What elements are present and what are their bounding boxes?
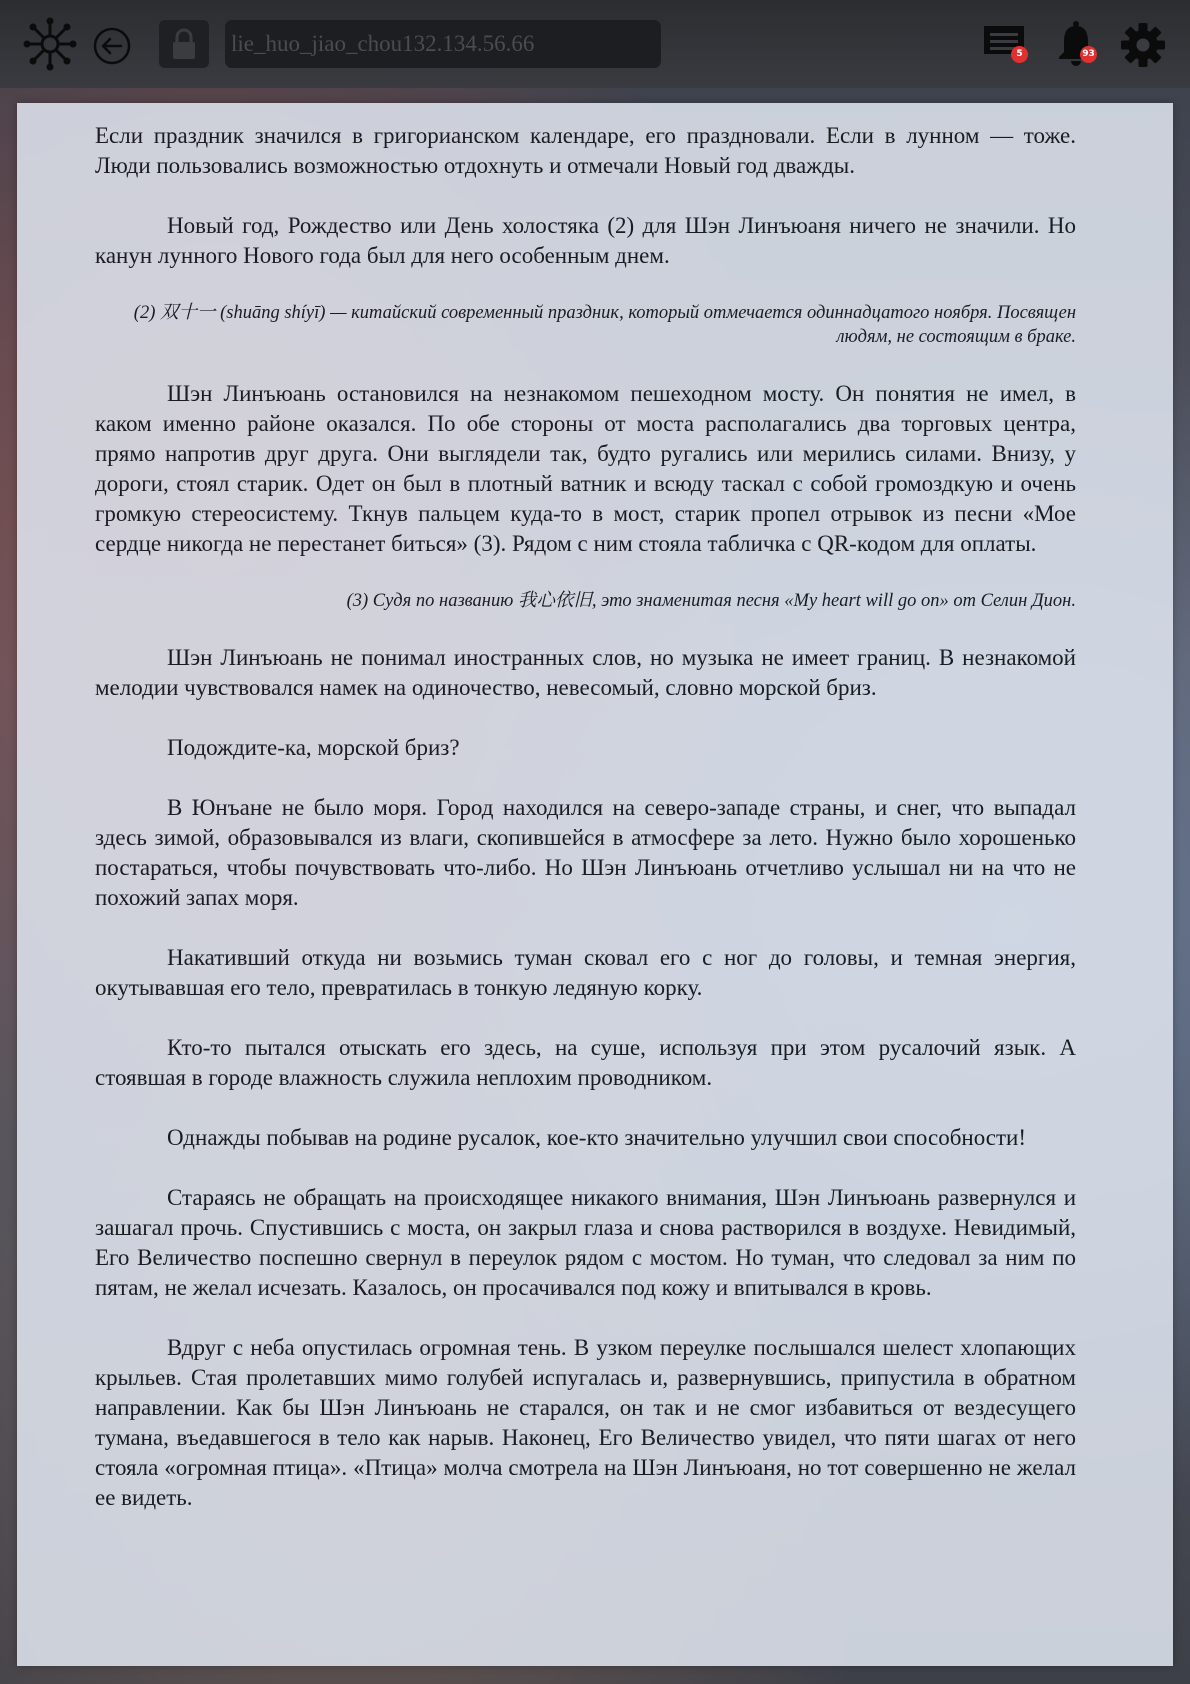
paragraph: В Юнъане не было моря. Город находился на северо-западе страны, и снег, что выпадал здесь зимой, образовывался из влаги, скопившейся в атмосфере за лето. Нужно было хорошенько постараться, чтобы почувствовать что-либо. Но Шэн Линъюань отчетливо услышал ни на что не похожий запах моря. <box>95 795 1076 910</box>
paragraph: Накативший откуда ни возьмись туман сковал его с ног до головы, и темная энергия, окутывавшая его тело, превратилась в тонкую ледяную корку. <box>95 945 1076 1000</box>
lock-icon[interactable] <box>159 20 209 68</box>
paragraph: Кто-то пытался отыскать его здесь, на суше, используя при этом русалочий язык. А стоявшая в городе влажность служила неплохим проводником. <box>95 1035 1076 1090</box>
paragraph: Подождите-ка, морской бриз? <box>167 735 460 760</box>
paragraph: Вдруг с неба опустилась огромная тень. В узком переулке послышался шелест хлопающих крыльев. Стая пролетавших мимо голубей испугалась и, развернувшись, припустила в обратном направлении. Как бы Шэн Линъюань не старался, он так и не смог избавиться от вездесущего тумана, въедавшегося в тело как нарыв. Наконец, Его Величество увидел, что пяти шагах от него стояла «огромная птица». «Птица» молча смотрела на Шэн Линъюаня, но тот совершенно не желал ее видеть. <box>95 1335 1076 1510</box>
footnote: (3) Судя по названию 我心依旧, это знаменитая песня «My heart will go on» от Селин Дион. <box>346 591 1076 611</box>
paragraph: Шэн Линъюань остановился на незнакомом пешеходном мосту. Он понятия не имел, в каком именно районе оказался. По обе стороны от моста располагались два торговых центра, прямо напротив друг друга. Они выглядели так, будто ругались или мерились силами. Внизу, у дороги, стоял старик. Одет он был в плотный ватник и всюду таскал с собой громоздкую и очень громкую стереосистему. Ткнув пальцем куда-то в мост, старик пропел отрывок из песни «Мое сердце никогда не перестанет биться» (3). Рядом с ним стояла табличка с QR-кодом для оплаты. <box>95 381 1076 556</box>
network-hub-icon[interactable] <box>22 16 78 72</box>
address-bar[interactable] <box>225 20 661 68</box>
notification-count-badge: 93 <box>1080 46 1097 63</box>
chapter-text <box>95 121 1076 1543</box>
paragraph: Если праздник значился в григорианском календаре, его праздновали. Если в лунном — тоже. Люди пользовались возможностью отдохнуть и отмечали Новый год дважды. <box>95 123 1076 178</box>
top-toolbar <box>0 0 1190 88</box>
paragraph: Новый год, Рождество или День холостяка (2) для Шэн Линъюаня ничего не значили. Но канун лунного Нового года был для него особенным днем. <box>95 213 1076 268</box>
paragraph: Однажды побывав на родине русалок, кое-кто значительно улучшил свои способности! <box>167 1125 1027 1150</box>
gear-icon[interactable] <box>1120 22 1166 68</box>
footnote: (2) 双十一 (shuāng shíyī) — китайский современный праздник, который отмечается одиннадцатого ноября. Посвящен людям, не состоящим в браке. <box>133 303 1076 347</box>
paragraph: Шэн Линъюань не понимал иностранных слов, но музыка не имеет границ. В незнакомой мелодии чувствовался намек на одиночество, невесомый, словно морской бриз. <box>95 645 1076 700</box>
back-arrow-icon[interactable] <box>92 26 132 66</box>
address-text: lie_huo_jiao_chou132.134.56.66 <box>231 31 535 56</box>
chat-count-badge: 5 <box>1011 46 1028 63</box>
paragraph: Стараясь не обращать на происходящее никакого внимания, Шэн Линъюань развернулся и зашагал прочь. Спустившись с моста, он закрыл глаза и снова растворился в воздухе. Невидимый, Его Величество поспешно свернул в переулок рядом с мостом. Но туман, что следовал за ним по пятам, не желал исчезать. Казалось, он просачивался под кожу и впитывался в кровь. <box>95 1185 1076 1300</box>
reader-page <box>17 103 1173 1666</box>
